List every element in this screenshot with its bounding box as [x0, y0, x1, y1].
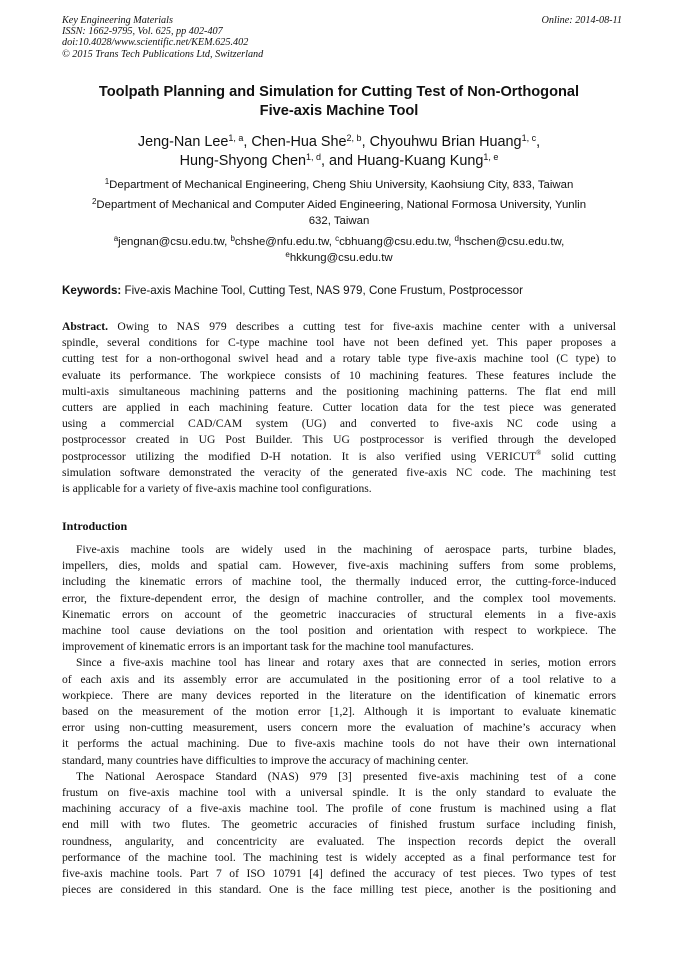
author-line-1: [62, 133, 616, 152]
paragraph-line: error using non-cutting measurement, users concern more the evaluation of machine’s accuracy when: [62, 721, 616, 735]
paragraph-line: impellers, dies, molds and spatial cam. However, five-axis machining suffers from some problems,: [62, 559, 616, 573]
email-mark: c: [335, 234, 340, 243]
issn-volume: ISSN: 1662-9795, Vol. 625, pp 402-407: [62, 26, 223, 38]
paragraph-line: machining accuracy of a five-axis machine tool. The profile of cone frustum is machined using a flat: [62, 802, 616, 816]
email-link[interactable]: hkkung@csu.edu.tw: [289, 252, 393, 264]
author-separator: ,: [243, 134, 252, 150]
abstract-label: Abstract.: [62, 320, 109, 333]
paragraph-line: machine tool cause deviations on the tool position and orientation with respect to workpiece. The: [62, 624, 616, 638]
author-affiliation-mark: 1, c: [521, 133, 537, 143]
email-link[interactable]: hschen@csu.edu.tw,: [458, 236, 565, 248]
copyright: © 2015 Trans Tech Publications Ltd, Switzerland: [62, 48, 264, 60]
abstract-line: postprocessor utilizing the modified D-H notation. It is also verified using VERICUT® solid cutting: [62, 448, 617, 463]
paragraph-line: end mill with two flutes. The geometric accuracies of finished frustum surface including finish,: [62, 818, 616, 832]
affiliation-mark: 2: [91, 197, 97, 206]
email-link[interactable]: jengnan@csu.edu.tw,: [118, 236, 231, 248]
paragraph-line: Kinematic errors on account of the geometric inaccuracies of structural elements in a five-axis: [62, 607, 616, 621]
paragraph-line: roundness, angularity, and concentricity are evaluated. The inspection records depict the overall: [62, 834, 616, 848]
abstract-line: is applicable for a variety of five-axis machine tool configurations.: [62, 482, 372, 496]
author-name: Jeng-Nan Lee: [137, 134, 229, 150]
author-separator: , and: [320, 153, 357, 169]
author-name: Huang-Kuang Kung: [357, 153, 484, 169]
paragraph-line: of each axis and its assembly error are accumulated in the positioning error of a tool relative to a: [62, 672, 616, 686]
email-link[interactable]: chshe@nfu.edu.tw,: [234, 236, 336, 248]
author-affiliation-mark: 1, d: [305, 152, 321, 162]
paragraph-line: Since a five-axis machine tool has linear and rotary axes that are connected in series, motion errors: [76, 656, 616, 670]
abstract-line: cutters are applied in each machining feature. Cutter location data for the test piece was generated: [62, 401, 616, 415]
abstract-line: spindle, several conditions for C-type machine tool have not been defined yet. This paper proposes a: [62, 336, 616, 350]
paragraph-line: Five-axis machine tools are widely used in the machining of aerospace parts, turbine blades,: [76, 543, 616, 556]
paper-title: [62, 83, 616, 120]
paragraph-line: error, the fixture-dependent error, the design of machine controller, and the complex tool movements.: [62, 591, 616, 605]
affiliation-text: Department of Mechanical Engineering, Cheng Shiu University, Kaohsiung City, 833, Taiwan: [109, 179, 574, 191]
section-heading-introduction: Introduction: [62, 519, 128, 533]
paragraph-line: five-axis machine tools. Part 7 of ISO 10791 [4] defined the accuracy of test pieces. Two types of test: [62, 867, 616, 881]
abstract-line: Abstract. Owing to NAS 979 describes a cutting test for five-axis machine center with a universal: [62, 320, 616, 333]
keywords: [62, 283, 616, 299]
paragraph-line: workpiece. There are many devices reported in the literature on the identification of kinematic errors: [62, 688, 616, 702]
registered-mark: ®: [536, 448, 542, 457]
email-mark: e: [285, 250, 290, 259]
author-name: Chen-Hua She: [251, 134, 347, 150]
title-line-2: Five-axis Machine Tool: [259, 102, 419, 119]
paragraph-line: The National Aerospace Standard (NAS) 979 [3] presented five-axis machining test of a cone: [76, 769, 616, 783]
abstract-line: simulation software demonstrated the veracity of the generated five-axis NC code. The machining test: [62, 465, 616, 479]
paragraph-line: it performs the actual machining. Due to five-axis machine tools do not have their own international: [62, 737, 616, 751]
abstract: [62, 319, 616, 497]
paragraph-line: based on the measurement of the motion error [1,2]. Although it is important to evaluate kinematic: [62, 705, 616, 719]
journal-name: Key Engineering Materials: [62, 15, 173, 26]
author-affiliation-mark: 1, e: [483, 152, 499, 162]
email-mark: d: [454, 234, 459, 243]
email-list: [62, 234, 616, 266]
author-list: [62, 133, 616, 171]
paragraph-line: standard, many countries have difficulties to improve the accuracy of machining center.: [62, 753, 469, 767]
email-link[interactable]: cbhuang@csu.edu.tw,: [339, 236, 455, 248]
affiliation-text: 632, Taiwan: [308, 215, 370, 227]
author-separator: ,: [536, 134, 541, 150]
affiliation-2: [62, 197, 616, 229]
keywords-label: Keywords:: [62, 284, 122, 297]
paragraph-line: improvement of kinematic errors is an important task for the machine tool manufactures.: [62, 640, 474, 654]
introduction-body: [62, 542, 616, 898]
abstract-line: evaluate its performance. The workpiece consists of 10 machining features. These features include the: [62, 368, 616, 382]
author-line-2: [62, 152, 616, 171]
paragraph-line: performance of the machine tool. The machining test is widely accepted as a final performance test for: [62, 850, 616, 864]
paragraph-line: including the kinematic errors of machine tool, the thermally induced error, the cutting-force-induced: [62, 575, 616, 589]
email-mark: a: [113, 234, 119, 243]
author-name: Hung-Shyong Chen: [179, 153, 306, 169]
email-mark: b: [230, 234, 235, 243]
author-affiliation-mark: 2, b: [346, 133, 362, 143]
paragraph-line: frustum on five-axis machine tool with a universal spindle. It is the only standard to evaluate the: [62, 786, 616, 800]
keywords-text: Five-axis Machine Tool, Cutting Test, NAS 979, Cone Frustum, Postprocessor: [121, 284, 523, 297]
journal-header: [62, 15, 622, 60]
affiliation-1: [62, 177, 616, 193]
author-affiliation-mark: 1, a: [228, 133, 244, 143]
abstract-line: cutting test for a non-orthogonal swivel head and a rotary table type five-axis machine tool (C type) to: [62, 352, 616, 366]
online-date: Online: 2014-08-11: [541, 15, 622, 26]
paragraph-line: pieces are considered in this standard. One is the face milling test piece, another is the positioning and: [62, 883, 616, 897]
abstract-line: using a commercial CAD/CAM system (UG) and converted to five-axis NC code using a: [62, 417, 616, 431]
title-line-1: Toolpath Planning and Simulation for Cutting Test of Non-Orthogonal: [98, 84, 580, 100]
doi[interactable]: doi:10.4028/www.scientific.net/KEM.625.402: [62, 37, 249, 49]
affiliation-mark: 1: [104, 177, 110, 186]
author-name: Chyouhwu Brian Huang: [369, 134, 522, 150]
author-separator: ,: [361, 134, 370, 150]
abstract-line: multi-axis simultaneous machining patterns and the positioning machining patterns. The flat end mill: [62, 384, 616, 398]
affiliation-text: Department of Mechanical and Computer Aided Engineering, National Formosa University, Yunlin: [96, 199, 587, 211]
abstract-line: postprocessor created in UG Post Builder. This UG postprocessor is verified through the developed: [62, 433, 616, 447]
